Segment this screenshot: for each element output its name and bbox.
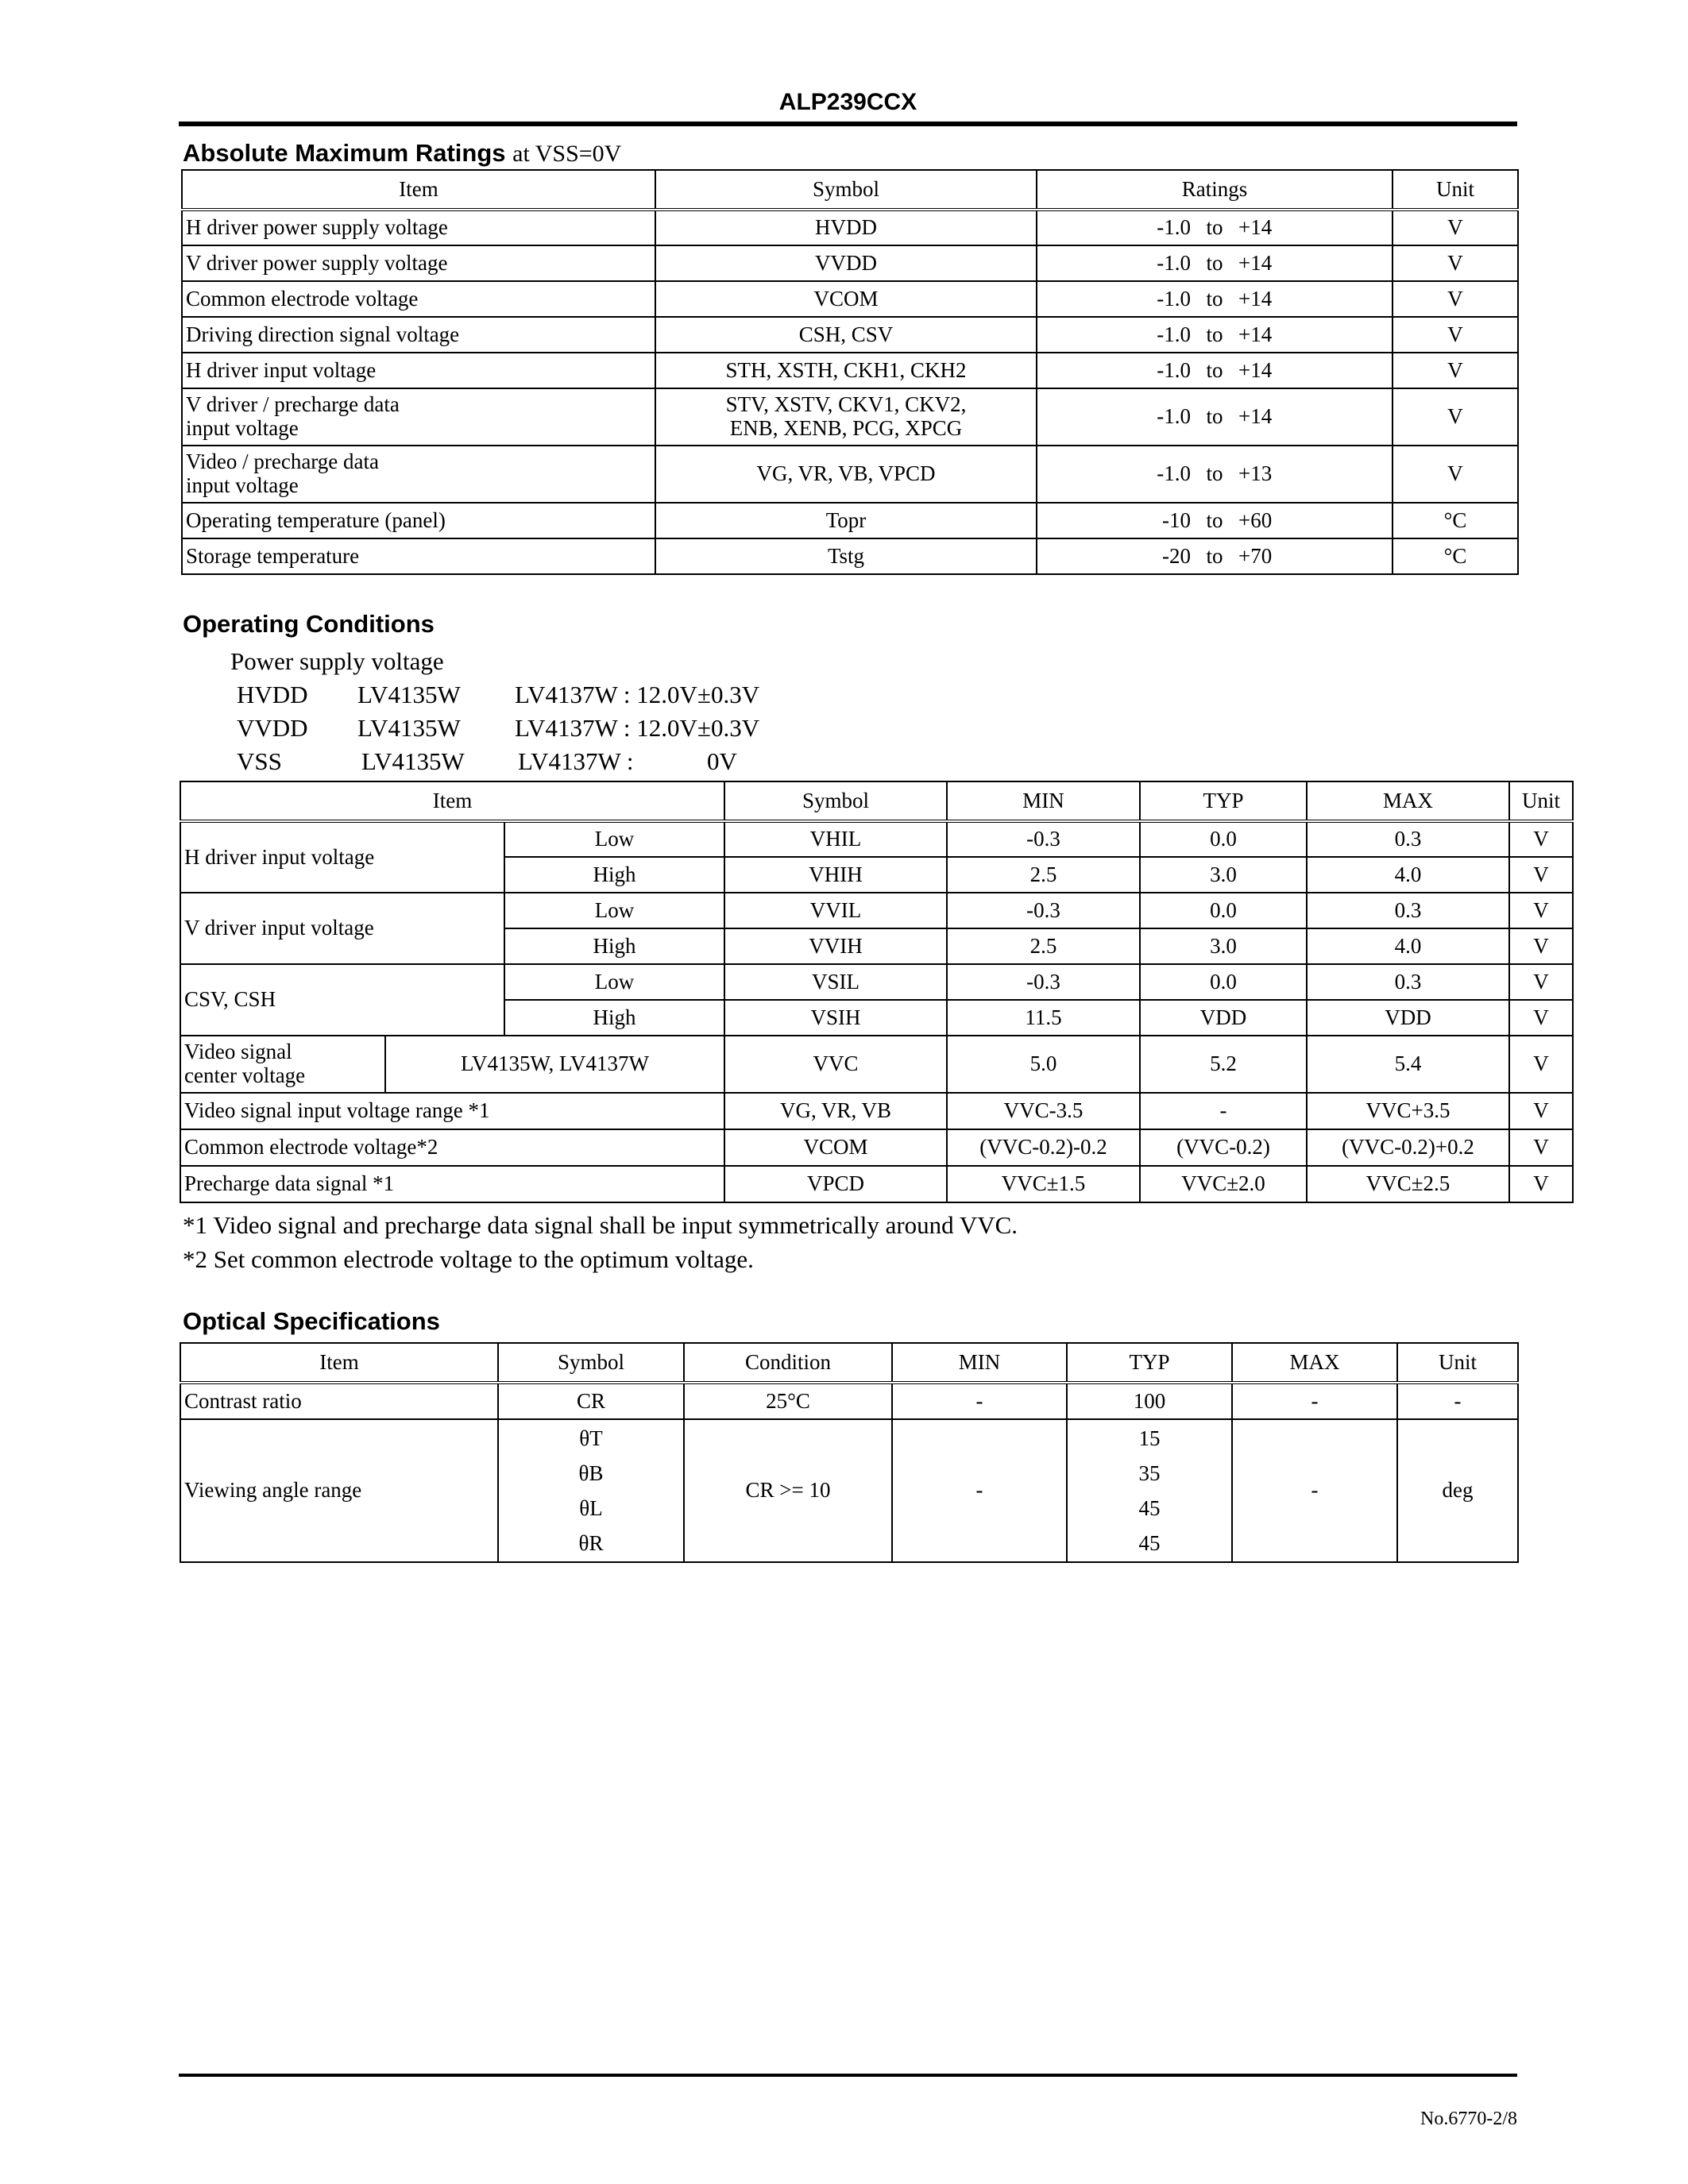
- model-cell: LV4135W, LV4137W: [385, 1036, 724, 1093]
- symbol-cell: VSIL: [724, 964, 947, 1000]
- rating-to: to: [1206, 286, 1223, 311]
- table-row: [180, 1419, 1518, 1562]
- typ-cell: 0.0: [1140, 964, 1307, 1000]
- table-row: [180, 1166, 1573, 1202]
- table-row: [182, 210, 1518, 245]
- item-cell: [182, 388, 655, 446]
- symbol-cell: VVDD: [655, 245, 1037, 281]
- item-cell: Video signal input voltage range *1: [180, 1093, 724, 1129]
- col-header-unit: Unit: [1397, 1343, 1518, 1383]
- unit-cell: V: [1509, 1093, 1573, 1129]
- unit-cell: V: [1509, 1036, 1573, 1093]
- unit-cell: V: [1509, 1129, 1573, 1166]
- table-row: [180, 964, 1573, 1000]
- item-line: input voltage: [186, 416, 299, 440]
- rating-to: to: [1206, 543, 1223, 568]
- theta-symbol: θR: [578, 1531, 604, 1555]
- col-header-max: MAX: [1232, 1343, 1397, 1383]
- min-cell: -0.3: [947, 964, 1140, 1000]
- unit-cell: V: [1509, 964, 1573, 1000]
- power-model-b: LV4137W : 12.0V±0.3V: [515, 681, 760, 708]
- col-header-typ: TYP: [1067, 1343, 1232, 1383]
- min-cell: 2.5: [947, 928, 1140, 964]
- section-title-operating: Operating Conditions: [183, 610, 435, 638]
- page-number: No.6770-2/8: [1420, 2109, 1517, 2129]
- table-row: [182, 245, 1518, 281]
- ratings-cell: [1037, 210, 1393, 245]
- level-cell: High: [504, 1000, 724, 1036]
- typ-cell: 0.0: [1140, 893, 1307, 928]
- item-cell: Contrast ratio: [180, 1383, 498, 1419]
- table-row: [182, 281, 1518, 317]
- section-title-absolute-max: [183, 139, 621, 168]
- rating-to: to: [1206, 250, 1223, 275]
- table-row: [180, 893, 1573, 928]
- ratings-cell: [1037, 388, 1393, 446]
- unit-cell: V: [1393, 353, 1518, 388]
- power-name: VVDD: [237, 714, 308, 742]
- unit-cell: V: [1509, 821, 1573, 857]
- unit-cell: V: [1393, 281, 1518, 317]
- unit-cell: V: [1509, 893, 1573, 928]
- rating-max: +14: [1238, 286, 1273, 311]
- rating-to: to: [1206, 461, 1223, 486]
- footnote-1: *1 Video signal and precharge data signal shall be input symmetrically around VVC.: [183, 1211, 1018, 1239]
- max-cell: 4.0: [1307, 928, 1509, 964]
- symbol-cell: Topr: [655, 503, 1037, 538]
- item-line: Video signal: [184, 1040, 292, 1064]
- section-title-optical: Optical Specifications: [183, 1307, 440, 1335]
- item-line: Video / precharge data: [186, 450, 380, 474]
- symbol-cell: [655, 388, 1037, 446]
- min-cell: 5.0: [947, 1036, 1140, 1093]
- condition-cell: CR >= 10: [684, 1419, 892, 1562]
- table-row: [182, 388, 1518, 446]
- typ-value: 15: [1138, 1426, 1161, 1450]
- typ-cell: 100: [1067, 1383, 1232, 1419]
- min-cell: 11.5: [947, 1000, 1140, 1036]
- unit-cell: V: [1393, 317, 1518, 353]
- typ-cell: 3.0: [1140, 928, 1307, 964]
- unit-cell: V: [1393, 388, 1518, 446]
- max-cell: -: [1232, 1383, 1397, 1419]
- rating-to: to: [1206, 322, 1223, 346]
- symbol-cell: [498, 1419, 684, 1562]
- col-header-item: Item: [180, 781, 724, 821]
- item-cell: H driver input voltage: [182, 353, 655, 388]
- power-model-b: LV4137W : 12.0V±0.3V: [515, 714, 760, 742]
- min-cell: -0.3: [947, 893, 1140, 928]
- unit-cell: V: [1509, 1000, 1573, 1036]
- min-cell: -0.3: [947, 821, 1140, 857]
- table-row: [182, 317, 1518, 353]
- rating-min: -20: [1162, 543, 1191, 568]
- absolute-max-subtitle: at VSS=0V: [512, 141, 622, 167]
- item-cell: Storage temperature: [182, 538, 655, 574]
- symbol-cell: VHIL: [724, 821, 947, 857]
- col-header-unit: Unit: [1393, 170, 1518, 210]
- table-row: [180, 1383, 1518, 1419]
- typ-value: 45: [1138, 1531, 1161, 1555]
- rating-max: +14: [1238, 322, 1273, 346]
- col-header-min: MIN: [892, 1343, 1067, 1383]
- rating-to: to: [1206, 357, 1223, 382]
- table-row: [182, 353, 1518, 388]
- min-cell: -: [892, 1419, 1067, 1562]
- max-cell: VVC+3.5: [1307, 1093, 1509, 1129]
- item-cell: Driving direction signal voltage: [182, 317, 655, 353]
- max-cell: 0.3: [1307, 893, 1509, 928]
- operating-table: [180, 781, 1574, 1203]
- col-header-max: MAX: [1307, 781, 1509, 821]
- rating-min: -1.0: [1157, 404, 1191, 429]
- table-row: [182, 503, 1518, 538]
- table-row: [180, 821, 1573, 857]
- symbol-cell: CR: [498, 1383, 684, 1419]
- symbol-cell: VCOM: [655, 281, 1037, 317]
- absolute-max-table: [181, 169, 1519, 575]
- unit-cell: V: [1393, 245, 1518, 281]
- item-cell: Precharge data signal *1: [180, 1166, 724, 1202]
- table-row: [182, 538, 1518, 574]
- symbol-cell: VVC: [724, 1036, 947, 1093]
- ratings-cell: [1037, 538, 1393, 574]
- rating-max: +13: [1238, 461, 1273, 486]
- rating-min: -1.0: [1157, 322, 1191, 346]
- unit-cell: V: [1509, 1166, 1573, 1202]
- symbol-cell: VSIH: [724, 1000, 947, 1036]
- symbol-cell: Tstg: [655, 538, 1037, 574]
- typ-cell: 5.2: [1140, 1036, 1307, 1093]
- typ-cell: VVC±2.0: [1140, 1166, 1307, 1202]
- max-cell: VDD: [1307, 1000, 1509, 1036]
- table-row: [182, 446, 1518, 503]
- max-cell: 0.3: [1307, 964, 1509, 1000]
- item-line: center voltage: [184, 1063, 306, 1087]
- footer-rule: [179, 2074, 1517, 2077]
- level-cell: Low: [504, 821, 724, 857]
- rating-max: +14: [1238, 250, 1273, 275]
- typ-cell: (VVC-0.2): [1140, 1129, 1307, 1166]
- symbol-cell: HVDD: [655, 210, 1037, 245]
- typ-cell: [1067, 1419, 1232, 1562]
- level-cell: High: [504, 857, 724, 893]
- power-name: HVDD: [237, 681, 308, 708]
- col-header-ratings: Ratings: [1037, 170, 1393, 210]
- typ-value: 45: [1138, 1496, 1161, 1520]
- table-row: [180, 1093, 1573, 1129]
- ratings-cell: [1037, 245, 1393, 281]
- typ-value: 35: [1138, 1461, 1161, 1485]
- item-line: input voltage: [186, 473, 299, 497]
- rating-min: -1.0: [1157, 250, 1191, 275]
- item-cell: [180, 1036, 385, 1093]
- power-value: 0V: [707, 747, 737, 775]
- unit-cell: V: [1509, 857, 1573, 893]
- item-cell: V driver power supply voltage: [182, 245, 655, 281]
- symbol-cell: VCOM: [724, 1129, 947, 1166]
- typ-cell: -: [1140, 1093, 1307, 1129]
- absolute-max-title: Absolute Maximum Ratings: [183, 139, 506, 167]
- ratings-cell: [1037, 317, 1393, 353]
- typ-cell: VDD: [1140, 1000, 1307, 1036]
- rating-max: +70: [1238, 543, 1273, 568]
- col-header-symbol: Symbol: [498, 1343, 684, 1383]
- power-supply-label: Power supply voltage: [230, 647, 444, 675]
- min-cell: (VVC-0.2)-0.2: [947, 1129, 1140, 1166]
- col-header-item: Item: [182, 170, 655, 210]
- level-cell: Low: [504, 893, 724, 928]
- rating-to: to: [1206, 507, 1223, 532]
- symbol-cell: VG, VR, VB: [724, 1093, 947, 1129]
- max-cell: 5.4: [1307, 1036, 1509, 1093]
- symbol-cell: STH, XSTH, CKH1, CKH2: [655, 353, 1037, 388]
- group-item-cell: V driver input voltage: [180, 893, 504, 964]
- symbol-line: STV, XSTV, CKV1, CKV2,: [725, 392, 967, 417]
- item-cell: Operating temperature (panel): [182, 503, 655, 538]
- power-model-a: LV4135W: [357, 681, 461, 708]
- rating-min: -1.0: [1157, 215, 1191, 240]
- symbol-cell: VVIH: [724, 928, 947, 964]
- col-header-symbol: Symbol: [724, 781, 947, 821]
- theta-symbol: θB: [578, 1461, 604, 1485]
- max-cell: 0.3: [1307, 821, 1509, 857]
- power-row: [230, 745, 737, 778]
- ratings-cell: [1037, 503, 1393, 538]
- col-header-typ: TYP: [1140, 781, 1307, 821]
- rating-min: -1.0: [1157, 286, 1191, 311]
- col-header-condition: Condition: [684, 1343, 892, 1383]
- ratings-cell: [1037, 446, 1393, 503]
- typ-cell: 3.0: [1140, 857, 1307, 893]
- power-row: [230, 712, 760, 745]
- condition-cell: 25°C: [684, 1383, 892, 1419]
- power-model-a: LV4135W: [361, 747, 465, 775]
- max-cell: (VVC-0.2)+0.2: [1307, 1129, 1509, 1166]
- rating-min: -1.0: [1157, 461, 1191, 486]
- power-supply-block: [230, 645, 760, 778]
- footnote-2: *2 Set common electrode voltage to the optimum voltage.: [183, 1245, 754, 1273]
- unit-cell: °C: [1393, 538, 1518, 574]
- col-header-symbol: Symbol: [655, 170, 1037, 210]
- theta-symbol: θL: [579, 1496, 603, 1520]
- symbol-cell: VHIH: [724, 857, 947, 893]
- unit-cell: °C: [1393, 503, 1518, 538]
- rating-max: +14: [1238, 357, 1273, 382]
- rating-max: +60: [1238, 507, 1273, 532]
- power-model-b: LV4137W :: [518, 747, 634, 775]
- symbol-cell: VG, VR, VB, VPCD: [655, 446, 1037, 503]
- rating-min: -10: [1162, 507, 1191, 532]
- item-cell: Viewing angle range: [180, 1419, 498, 1562]
- group-item-cell: H driver input voltage: [180, 821, 504, 893]
- page-header: ALP239CCX: [778, 89, 917, 115]
- rating-to: to: [1206, 404, 1223, 429]
- table-row: [180, 1129, 1573, 1166]
- unit-cell: V: [1393, 446, 1518, 503]
- header-rule: [179, 122, 1517, 126]
- min-cell: VVC-3.5: [947, 1093, 1140, 1129]
- symbol-cell: VVIL: [724, 893, 947, 928]
- min-cell: 2.5: [947, 857, 1140, 893]
- max-cell: VVC±2.5: [1307, 1166, 1509, 1202]
- table-row: [180, 1036, 1573, 1093]
- rating-max: +14: [1238, 404, 1273, 429]
- unit-cell: V: [1509, 928, 1573, 964]
- max-cell: 4.0: [1307, 857, 1509, 893]
- level-cell: High: [504, 928, 724, 964]
- item-cell: Common electrode voltage*2: [180, 1129, 724, 1166]
- item-cell: Common electrode voltage: [182, 281, 655, 317]
- symbol-line: ENB, XENB, PCG, XPCG: [729, 416, 963, 440]
- ratings-cell: [1037, 281, 1393, 317]
- col-header-min: MIN: [947, 781, 1140, 821]
- min-cell: VVC±1.5: [947, 1166, 1140, 1202]
- item-cell: H driver power supply voltage: [182, 210, 655, 245]
- item-line: V driver / precharge data: [186, 392, 400, 417]
- col-header-item: Item: [180, 1343, 498, 1383]
- level-cell: Low: [504, 964, 724, 1000]
- theta-symbol: θT: [579, 1426, 603, 1450]
- symbol-cell: VPCD: [724, 1166, 947, 1202]
- rating-max: +14: [1238, 215, 1273, 240]
- symbol-cell: CSH, CSV: [655, 317, 1037, 353]
- typ-cell: 0.0: [1140, 821, 1307, 857]
- unit-cell: -: [1397, 1383, 1518, 1419]
- col-header-unit: Unit: [1509, 781, 1573, 821]
- rating-to: to: [1206, 215, 1223, 240]
- unit-cell: V: [1393, 210, 1518, 245]
- item-cell: [182, 446, 655, 503]
- power-model-a: LV4135W: [357, 714, 461, 742]
- group-item-cell: CSV, CSH: [180, 964, 504, 1036]
- unit-cell: deg: [1397, 1419, 1518, 1562]
- max-cell: -: [1232, 1419, 1397, 1562]
- min-cell: -: [892, 1383, 1067, 1419]
- power-row: [230, 678, 760, 712]
- optical-table: [180, 1342, 1519, 1563]
- power-name: VSS: [237, 747, 282, 775]
- ratings-cell: [1037, 353, 1393, 388]
- rating-min: -1.0: [1157, 357, 1191, 382]
